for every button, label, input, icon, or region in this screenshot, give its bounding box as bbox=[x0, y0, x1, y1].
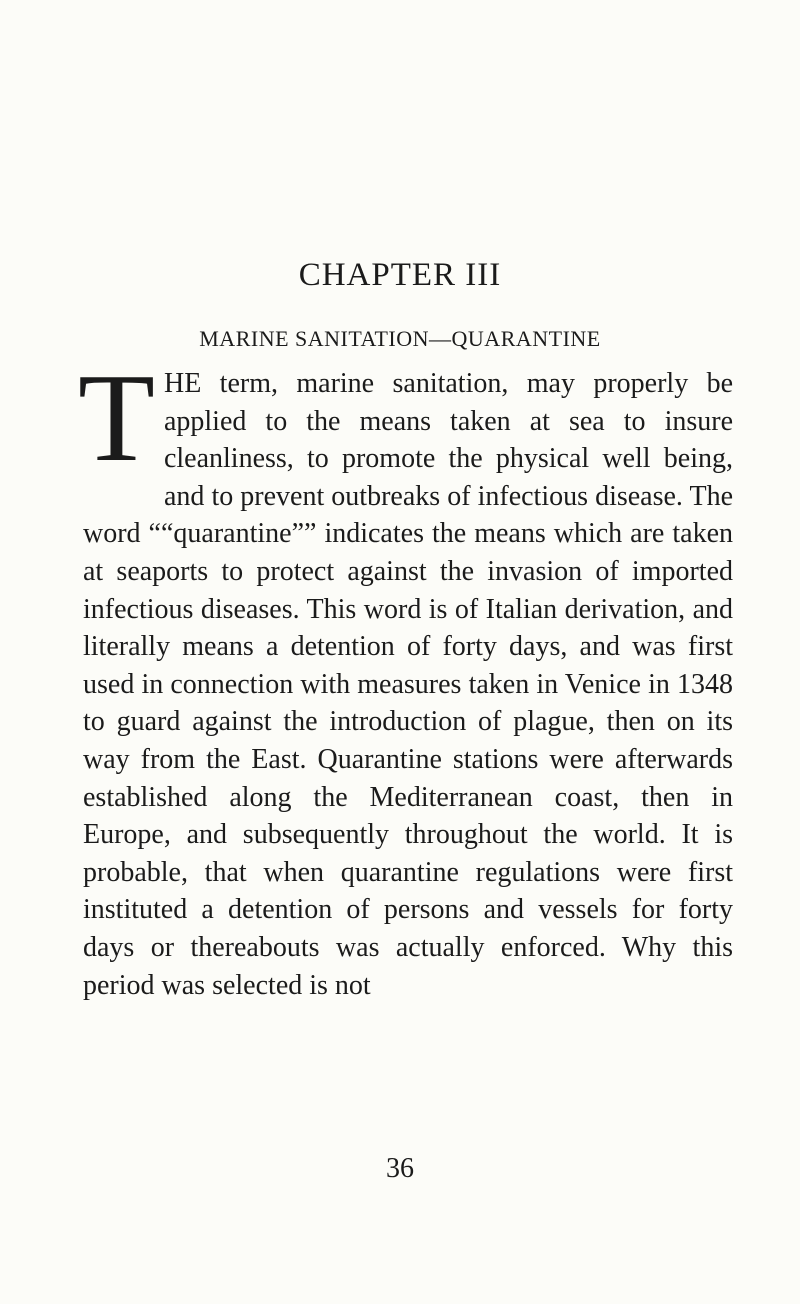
page-number: 36 bbox=[386, 1153, 414, 1184]
chapter-heading: CHAPTER III bbox=[298, 257, 502, 293]
chapter-title: MARINE SANITATION—QUARANTINE bbox=[199, 326, 601, 351]
body-paragraph bbox=[78, 349, 733, 1004]
body-paragraph-text: HE term, marine sanitation, may properly be applied to the means taken at sea to insure cleanliness, to promote the physical well being, and to prevent outbreaks of infectious disease. The word ““quarantine”” indicates the means which are taken at seaports to protect against the invasion of imported infectious diseases. This word is of Italian derivation, and literally means a detention of forty days, and was first used in connection with measures taken in Venice in 1348 to guard against the introduction of plague, then on its way from the East. Quarantine stations were afterwards established along the Mediterranean coast, then in Europe, and subsequently throughout the world. It is probable, that when quarantine regulations were first instituted a detention of persons and vessels for forty days or thereabouts was actually enforced. Why this period was selected is not bbox=[83, 368, 733, 1001]
drop-cap: T bbox=[78, 349, 155, 488]
